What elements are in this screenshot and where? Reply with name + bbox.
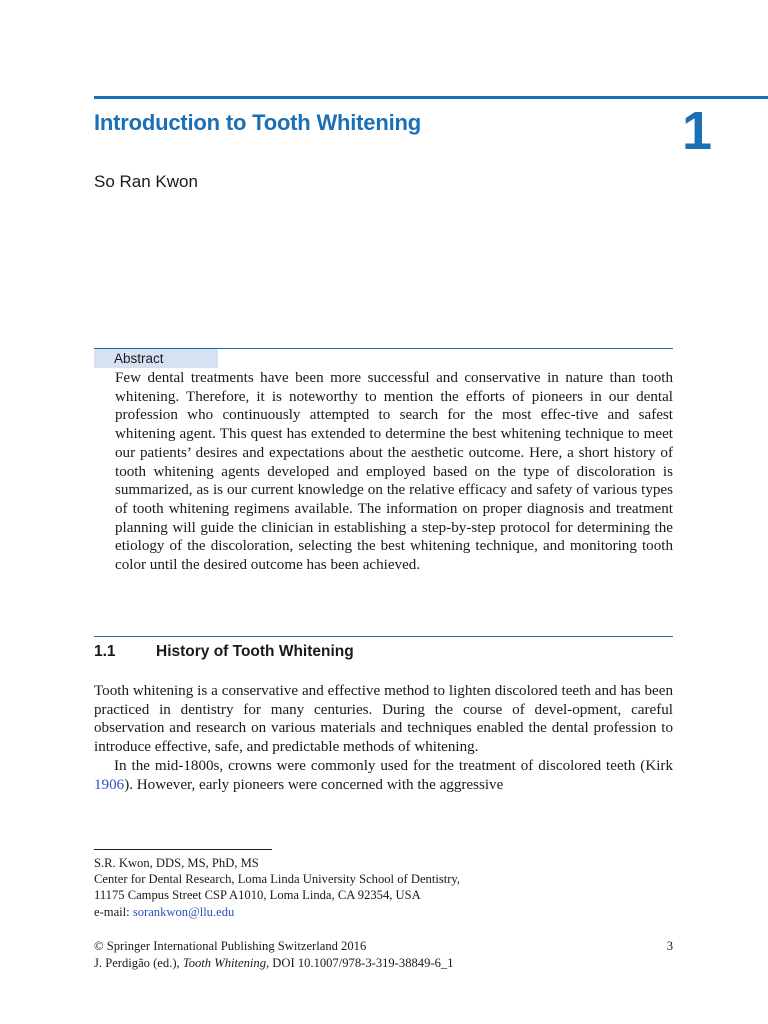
- footnote-rule: [94, 849, 272, 850]
- abstract-text: Few dental treatments have been more successful and conservative in nature than tooth whitening. Therefore, it is noteworthy to mention the efforts of pioneers in our dental profession who continuously attempted to search for the most effec-tive and safest whitening agent. This quest has extended to determine the best whitening technique to meet our patients’ desires and expectations about the aesthetic outcome. Here, a short history of tooth whitening agents developed and employed based on the type of discoloration is summarized, as is our current knowledge on the relative efficacy and safety of various types of tooth whitening regimens available. The information on proper diagnosis and treatment planning will guide the clinician in establishing a step-by-step protocol for determining the etiology of the discoloration, selecting the best whitening technique, and monitoring tooth color until the desired outcome has been achieved.: [115, 370, 673, 574]
- page-number: 3: [666, 939, 673, 953]
- footnote-address-line: 11175 Campus Street CSP A1010, Loma Linda, CA 92354, USA: [94, 888, 421, 903]
- footnote-email-line: [94, 904, 460, 920]
- abstract-label: Abstract: [94, 349, 218, 368]
- section-number: 1.1: [94, 643, 116, 660]
- email-label: e-mail:: [94, 904, 133, 919]
- paragraph-2-text-end: ). However, early pioneers were concerned with the aggressive: [124, 776, 504, 793]
- section-rule: [94, 636, 673, 637]
- section-body: [94, 682, 673, 794]
- email-link[interactable]: sorankwon@llu.edu: [132, 904, 235, 919]
- citation-doi: , DOI 10.1007/978-3-319-38849-6_1: [266, 955, 454, 970]
- chapter-title: Introduction to Tooth Whitening: [94, 110, 421, 135]
- chapter-number: 1: [681, 101, 712, 161]
- paragraph-2-text-start: In the mid-1800s, crowns were commonly used for the treatment of discolored teeth (Kirk: [114, 757, 673, 774]
- section-title: History of Tooth Whitening: [156, 643, 354, 660]
- section-heading: [94, 643, 354, 661]
- author-footnote: [94, 855, 460, 920]
- body-paragraph-2: [94, 757, 673, 794]
- citation-book-title: Tooth Whitening: [182, 955, 266, 970]
- citation-line: [94, 955, 454, 972]
- copyright-block: [94, 938, 454, 972]
- citation-link-kirk-1906[interactable]: 1906: [94, 776, 125, 793]
- footnote-author-line: S.R. Kwon, DDS, MS, PhD, MS: [94, 856, 259, 870]
- chapter-top-rule: [94, 96, 768, 99]
- chapter-author: So Ran Kwon: [94, 172, 198, 191]
- copyright-line: © Springer International Publishing Switzerland 2016: [94, 939, 367, 953]
- footnote-affiliation-line: Center for Dental Research, Loma Linda University School of Dentistry,: [94, 872, 461, 887]
- citation-editor: J. Perdigão (ed.),: [94, 955, 183, 970]
- body-paragraph-1: Tooth whitening is a conservative and effective method to lighten discolored teeth and has been practiced in dentistry for many centuries. During the course of devel-opment, careful observation and research on various materials and techniques enabled the dental profession to introduce effective, safe, and predictable methods of whitening.: [94, 683, 673, 756]
